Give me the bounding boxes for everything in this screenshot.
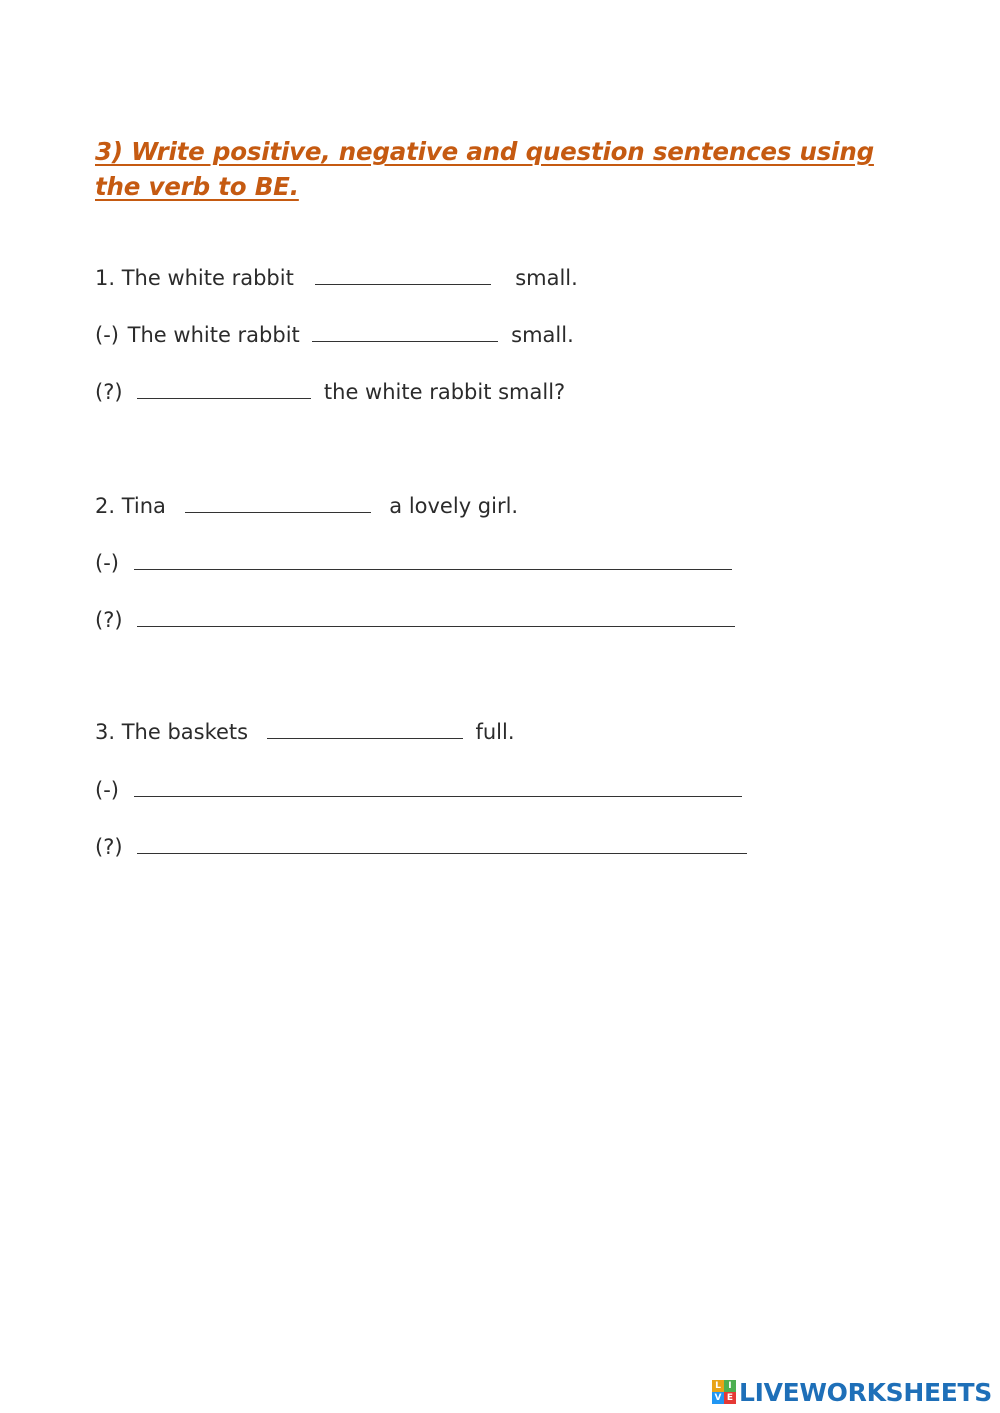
- sentence-end: the white rabbit small?: [323, 380, 566, 404]
- sentence-end: small.: [515, 266, 578, 290]
- question-marker: (?): [95, 608, 123, 632]
- answer-blank[interactable]: [137, 380, 311, 399]
- exercise-3-positive: [95, 718, 515, 746]
- liveworksheets-logo-icon: [712, 1380, 736, 1404]
- logo-tile: E: [724, 1392, 736, 1404]
- exercise-2-question: [95, 606, 741, 634]
- answer-blank[interactable]: [134, 778, 742, 797]
- logo-tile: L: [712, 1380, 724, 1392]
- exercise-3-negative: [95, 776, 748, 804]
- question-marker: (?): [95, 835, 123, 859]
- sentence-start: 1. The white rabbit: [95, 266, 294, 290]
- answer-blank[interactable]: [137, 608, 735, 627]
- answer-blank[interactable]: [137, 835, 747, 854]
- exercise-1-positive: [95, 264, 578, 292]
- question-marker: (?): [95, 380, 123, 404]
- exercise-1-question: [95, 378, 565, 406]
- exercise-3-question: [95, 833, 753, 861]
- answer-blank[interactable]: [267, 720, 463, 739]
- negative-marker: (-): [95, 778, 119, 802]
- answer-blank[interactable]: [185, 494, 371, 513]
- brand-name: LIVEWORKSHEETS: [738, 1377, 992, 1407]
- negative-marker: (-): [95, 551, 119, 575]
- exercise-2-negative: [95, 549, 738, 577]
- exercise-1-negative: [95, 321, 574, 349]
- sentence-end: a lovely girl.: [389, 494, 519, 518]
- logo-tile: I: [724, 1380, 736, 1392]
- sentence-end: small.: [511, 323, 574, 347]
- logo-tile: V: [712, 1392, 724, 1404]
- answer-blank[interactable]: [315, 266, 491, 285]
- negative-marker: (-): [95, 323, 119, 347]
- sentence-start: The white rabbit: [127, 323, 300, 347]
- liveworksheets-brand: [712, 1375, 992, 1409]
- answer-blank[interactable]: [312, 323, 498, 342]
- answer-blank[interactable]: [134, 551, 732, 570]
- sentence-start: 2. Tina: [95, 494, 166, 518]
- exercise-title: 3) Write positive, negative and question sentences using the verb to BE.: [95, 137, 874, 201]
- sentence-end: full.: [475, 720, 515, 744]
- sentence-start: 3. The baskets: [95, 720, 249, 744]
- exercise-2-positive: [95, 492, 518, 520]
